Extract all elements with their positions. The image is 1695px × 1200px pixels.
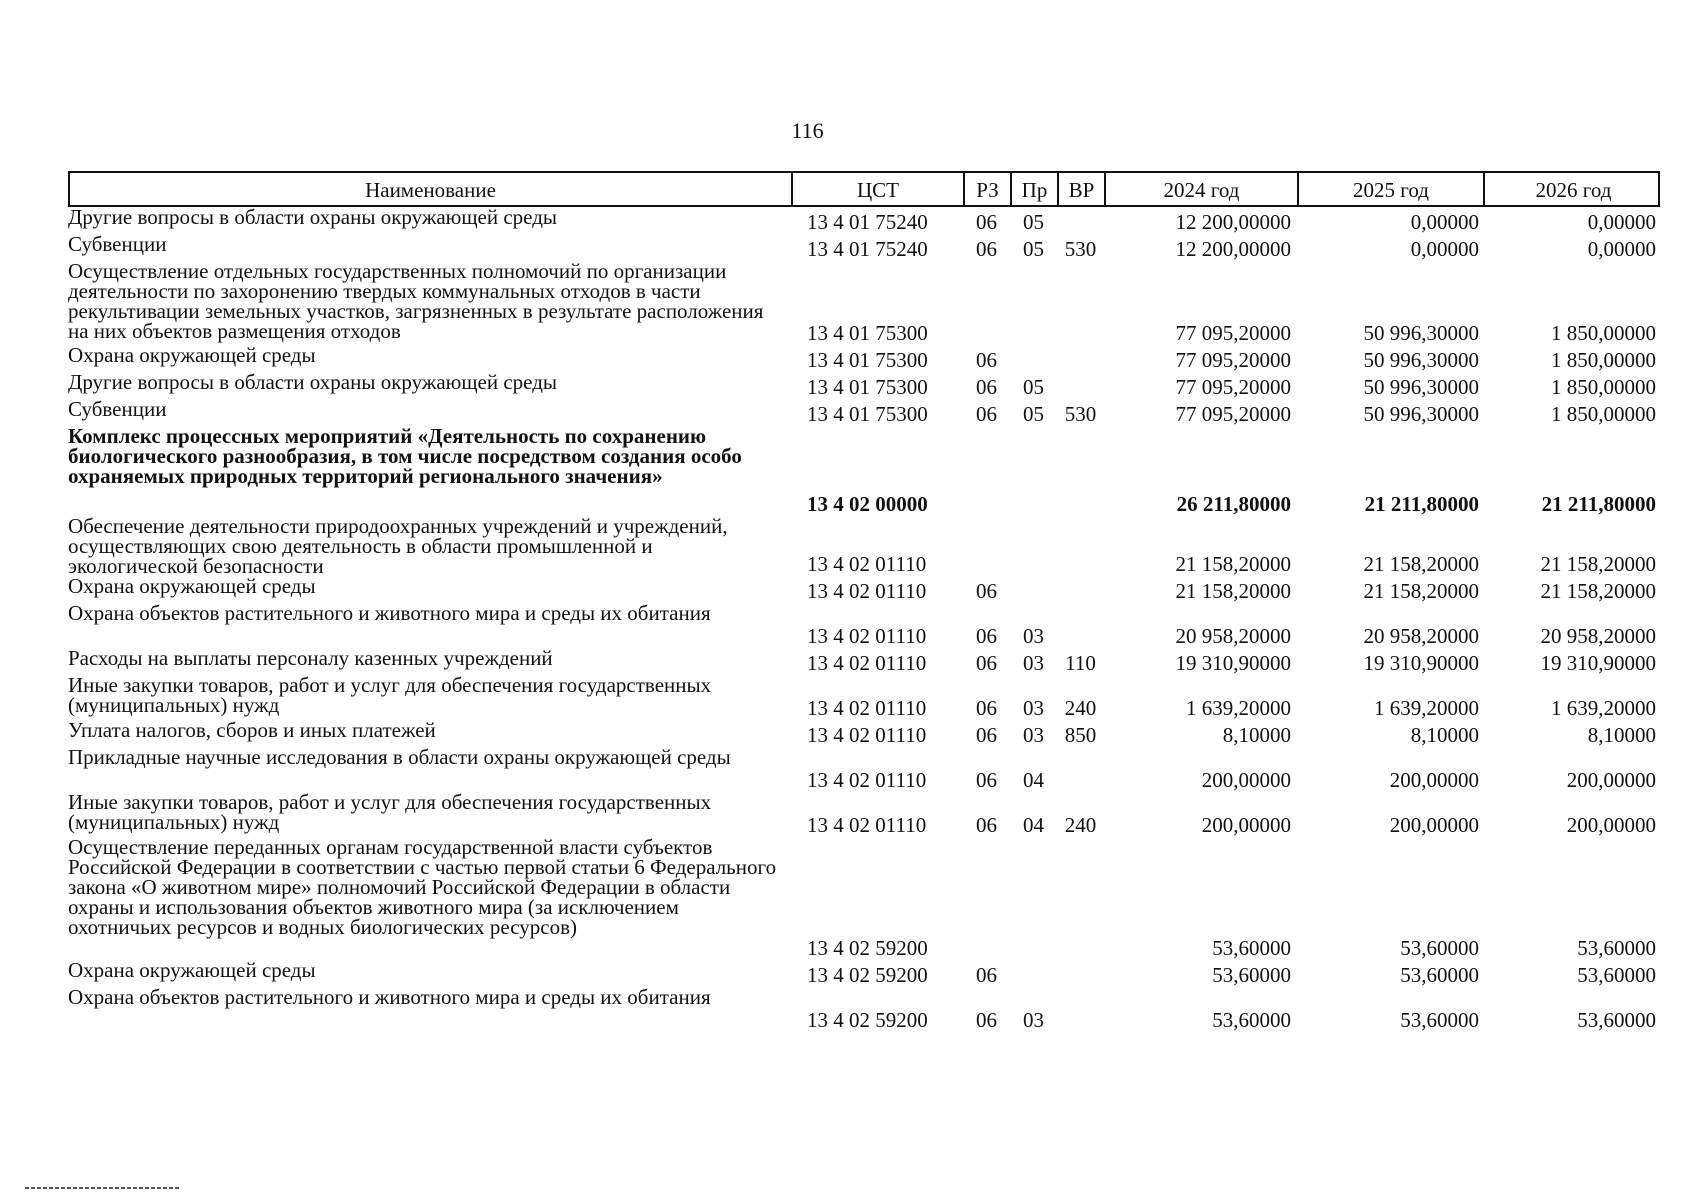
cell-name: Расходы на выплаты персоналу казенных учреждений bbox=[68, 646, 553, 670]
table-row bbox=[68, 261, 1660, 345]
cell-y2025: 0,00000 bbox=[1410, 237, 1479, 261]
cell-rz: 06 bbox=[976, 723, 997, 747]
cell-pr: 05 bbox=[1023, 210, 1044, 234]
cell-y2024: 53,60000 bbox=[1212, 936, 1291, 960]
cell-y2026: 1 850,00000 bbox=[1551, 321, 1656, 345]
cell-rz: 06 bbox=[976, 579, 997, 603]
cell-y2026: 1 850,00000 bbox=[1551, 348, 1656, 372]
cell-y2026: 53,60000 bbox=[1577, 1008, 1656, 1032]
cell-y2026: 0,00000 bbox=[1587, 237, 1656, 261]
cell-y2025: 50 996,30000 bbox=[1363, 375, 1479, 399]
budget-table bbox=[68, 171, 1660, 1032]
table-row bbox=[68, 792, 1660, 837]
cell-name: Охрана объектов растительного и животного мира и среды их обитания bbox=[68, 601, 711, 625]
cell-cst: 13 4 02 01110 bbox=[807, 813, 927, 837]
table-row bbox=[68, 720, 1660, 747]
cell-y2024: 77 095,20000 bbox=[1175, 321, 1291, 345]
cell-y2024: 200,00000 bbox=[1201, 813, 1291, 837]
table-row bbox=[68, 987, 1660, 1032]
cell-name: Субвенции bbox=[68, 397, 167, 421]
table-body bbox=[68, 207, 1660, 1032]
cell-cst: 13 4 02 01110 bbox=[807, 579, 927, 603]
cell-name: Субвенции bbox=[68, 232, 167, 256]
cell-rz: 06 bbox=[976, 348, 997, 372]
cell-pr: 04 bbox=[1023, 813, 1044, 837]
cell-rz: 06 bbox=[976, 375, 997, 399]
cell-vr: 240 bbox=[1064, 696, 1097, 720]
cell-y2024: 19 310,90000 bbox=[1175, 651, 1291, 675]
cell-pr: 03 bbox=[1023, 723, 1044, 747]
cell-y2024: 8,10000 bbox=[1222, 723, 1291, 747]
cell-cst: 13 4 02 59200 bbox=[807, 963, 928, 987]
cell-y2026: 21 158,20000 bbox=[1540, 579, 1656, 603]
cell-pr: 04 bbox=[1023, 768, 1044, 792]
cell-y2025: 20 958,20000 bbox=[1363, 624, 1479, 648]
cell-cst: 13 4 01 75300 bbox=[807, 402, 928, 426]
cell-name: Комплекс процессных мероприятий «Деятельность по сохранению биологического разнообразия, в том числе посредством создания особо охраняемых природных территорий регионального значения» bbox=[68, 424, 742, 488]
cell-vr: 110 bbox=[1065, 651, 1096, 675]
cell-y2026: 0,00000 bbox=[1587, 210, 1656, 234]
cell-y2025: 1 639,20000 bbox=[1374, 696, 1479, 720]
cell-rz: 06 bbox=[976, 210, 997, 234]
cell-pr: 05 bbox=[1023, 402, 1044, 426]
cell-y2025: 21 158,20000 bbox=[1363, 552, 1479, 576]
cell-name: Иные закупки товаров, работ и услуг для обеспечения государственных (муниципальных) нужд bbox=[68, 790, 712, 834]
cell-cst: 13 4 02 01110 bbox=[807, 768, 927, 792]
cell-name: Обеспечение деятельности природоохранных учреждений и учреждений, осуществляющих свою деятельность в области промышленной и экологической безопасности bbox=[68, 514, 728, 578]
cell-y2025: 19 310,90000 bbox=[1363, 651, 1479, 675]
cell-name: Осуществление переданных органам государственной власти субъектов Российской Федерации в соответствии с частью первой статьи 6 Федерального закона «О животном мире» полномочий Российской Федерации в области охраны и использования объектов животного мира (за исключением охотничьих ресурсов и водных биологических ресурсов) bbox=[68, 835, 777, 939]
header-2025: 2025 год bbox=[1299, 173, 1485, 205]
cell-y2024: 77 095,20000 bbox=[1175, 375, 1291, 399]
table-row bbox=[68, 426, 1660, 516]
cell-y2024: 200,00000 bbox=[1201, 768, 1291, 792]
table-row bbox=[68, 648, 1660, 675]
cell-y2025: 53,60000 bbox=[1400, 1008, 1479, 1032]
page-number: 116 bbox=[791, 118, 824, 143]
cell-pr: 05 bbox=[1023, 375, 1044, 399]
cell-y2026: 20 958,20000 bbox=[1540, 624, 1656, 648]
table-row bbox=[68, 516, 1660, 576]
cell-name: Осуществление отдельных государственных полномочий по организации деятельности по захоронению твердых коммунальных отходов в части рекультивации земельных участков, загрязненных в результате расположения на них объектов размещения отходов bbox=[68, 259, 764, 343]
cell-y2026: 19 310,90000 bbox=[1540, 651, 1656, 675]
cell-cst: 13 4 02 59200 bbox=[807, 936, 928, 960]
header-cst: ЦСТ bbox=[793, 173, 965, 205]
header-2024: 2024 год bbox=[1106, 173, 1299, 205]
table-row bbox=[68, 837, 1660, 960]
cell-y2025: 21 211,80000 bbox=[1364, 492, 1479, 516]
table-row bbox=[68, 747, 1660, 792]
cell-name: Прикладные научные исследования в области охраны окружающей среды bbox=[68, 745, 731, 769]
cell-y2026: 200,00000 bbox=[1566, 768, 1656, 792]
cell-rz: 06 bbox=[976, 813, 997, 837]
cell-y2024: 77 095,20000 bbox=[1175, 348, 1291, 372]
cell-pr: 03 bbox=[1023, 1008, 1044, 1032]
cell-cst: 13 4 01 75240 bbox=[807, 210, 928, 234]
cell-y2024: 1 639,20000 bbox=[1186, 696, 1291, 720]
cell-rz: 06 bbox=[976, 237, 997, 261]
cell-vr: 530 bbox=[1064, 237, 1097, 261]
cell-rz: 06 bbox=[976, 624, 997, 648]
table-row bbox=[68, 372, 1660, 399]
cell-cst: 13 4 02 59200 bbox=[807, 1008, 928, 1032]
table-row bbox=[68, 960, 1660, 987]
cell-cst: 13 4 02 00000 bbox=[807, 492, 928, 516]
cell-y2025: 200,00000 bbox=[1389, 768, 1479, 792]
cell-y2026: 1 850,00000 bbox=[1551, 402, 1656, 426]
cell-y2026: 21 211,80000 bbox=[1541, 492, 1656, 516]
cell-y2025: 50 996,30000 bbox=[1363, 402, 1479, 426]
cell-y2024: 12 200,00000 bbox=[1175, 237, 1291, 261]
cell-cst: 13 4 02 01110 bbox=[807, 696, 927, 720]
cell-name: Охрана окружающей среды bbox=[68, 343, 316, 367]
cell-rz: 06 bbox=[976, 651, 997, 675]
header-name: Наименование bbox=[70, 173, 793, 205]
table-row bbox=[68, 207, 1660, 234]
cell-cst: 13 4 02 01110 bbox=[807, 651, 927, 675]
cell-rz: 06 bbox=[976, 768, 997, 792]
cell-vr: 240 bbox=[1064, 813, 1097, 837]
cell-y2026: 1 850,00000 bbox=[1551, 375, 1656, 399]
cell-cst: 13 4 01 75300 bbox=[807, 321, 928, 345]
header-pr: Пр bbox=[1012, 173, 1059, 205]
cell-y2026: 8,10000 bbox=[1587, 723, 1656, 747]
cell-cst: 13 4 02 01110 bbox=[807, 723, 927, 747]
cell-y2026: 1 639,20000 bbox=[1551, 696, 1656, 720]
cell-y2024: 21 158,20000 bbox=[1175, 552, 1291, 576]
header-rz: РЗ bbox=[965, 173, 1012, 205]
cell-cst: 13 4 02 01110 bbox=[807, 552, 927, 576]
cell-cst: 13 4 01 75240 bbox=[807, 237, 928, 261]
cell-rz: 06 bbox=[976, 402, 997, 426]
table-header bbox=[68, 171, 1660, 207]
cell-y2025: 53,60000 bbox=[1400, 963, 1479, 987]
cell-y2025: 50 996,30000 bbox=[1363, 348, 1479, 372]
cell-rz: 06 bbox=[976, 963, 997, 987]
cell-name: Другие вопросы в области охраны окружающей среды bbox=[68, 370, 557, 394]
table-row bbox=[68, 345, 1660, 372]
cell-y2024: 21 158,20000 bbox=[1175, 579, 1291, 603]
cell-pr: 03 bbox=[1023, 624, 1044, 648]
cell-y2026: 53,60000 bbox=[1577, 963, 1656, 987]
cell-name: Другие вопросы в области охраны окружающей среды bbox=[68, 205, 557, 229]
table-row bbox=[68, 603, 1660, 648]
cell-y2025: 50 996,30000 bbox=[1363, 321, 1479, 345]
cell-name: Охрана окружающей среды bbox=[68, 574, 316, 598]
table-row bbox=[68, 234, 1660, 261]
table-row bbox=[68, 399, 1660, 426]
cell-y2024: 26 211,80000 bbox=[1176, 492, 1291, 516]
cell-rz: 06 bbox=[976, 696, 997, 720]
cell-y2024: 53,60000 bbox=[1212, 963, 1291, 987]
cell-y2025: 0,00000 bbox=[1410, 210, 1479, 234]
cell-name: Иные закупки товаров, работ и услуг для обеспечения государственных (муниципальных) нужд bbox=[68, 673, 712, 717]
table-row bbox=[68, 576, 1660, 603]
cell-y2026: 200,00000 bbox=[1566, 813, 1656, 837]
cell-name: Охрана окружающей среды bbox=[68, 958, 316, 982]
cell-y2025: 8,10000 bbox=[1410, 723, 1479, 747]
cell-pr: 03 bbox=[1023, 696, 1044, 720]
cell-y2024: 12 200,00000 bbox=[1175, 210, 1291, 234]
cell-y2026: 53,60000 bbox=[1577, 936, 1656, 960]
scan-artifact-line bbox=[25, 1187, 180, 1189]
cell-rz: 06 bbox=[976, 1008, 997, 1032]
cell-y2025: 53,60000 bbox=[1400, 936, 1479, 960]
cell-y2025: 21 158,20000 bbox=[1363, 579, 1479, 603]
cell-name: Уплата налогов, сборов и иных платежей bbox=[68, 718, 436, 742]
cell-pr: 03 bbox=[1023, 651, 1044, 675]
cell-cst: 13 4 02 01110 bbox=[807, 624, 927, 648]
cell-vr: 850 bbox=[1064, 723, 1097, 747]
cell-y2026: 21 158,20000 bbox=[1540, 552, 1656, 576]
cell-vr: 530 bbox=[1064, 402, 1097, 426]
cell-pr: 05 bbox=[1023, 237, 1044, 261]
header-2026: 2026 год bbox=[1535, 177, 1612, 202]
cell-name: Охрана объектов растительного и животного мира и среды их обитания bbox=[68, 985, 711, 1009]
cell-y2024: 53,60000 bbox=[1212, 1008, 1291, 1032]
cell-cst: 13 4 01 75300 bbox=[807, 375, 928, 399]
table-row bbox=[68, 675, 1660, 720]
cell-y2024: 20 958,20000 bbox=[1175, 624, 1291, 648]
header-vr: ВР bbox=[1059, 173, 1106, 205]
cell-y2024: 77 095,20000 bbox=[1175, 402, 1291, 426]
cell-y2025: 200,00000 bbox=[1389, 813, 1479, 837]
cell-cst: 13 4 01 75300 bbox=[807, 348, 928, 372]
